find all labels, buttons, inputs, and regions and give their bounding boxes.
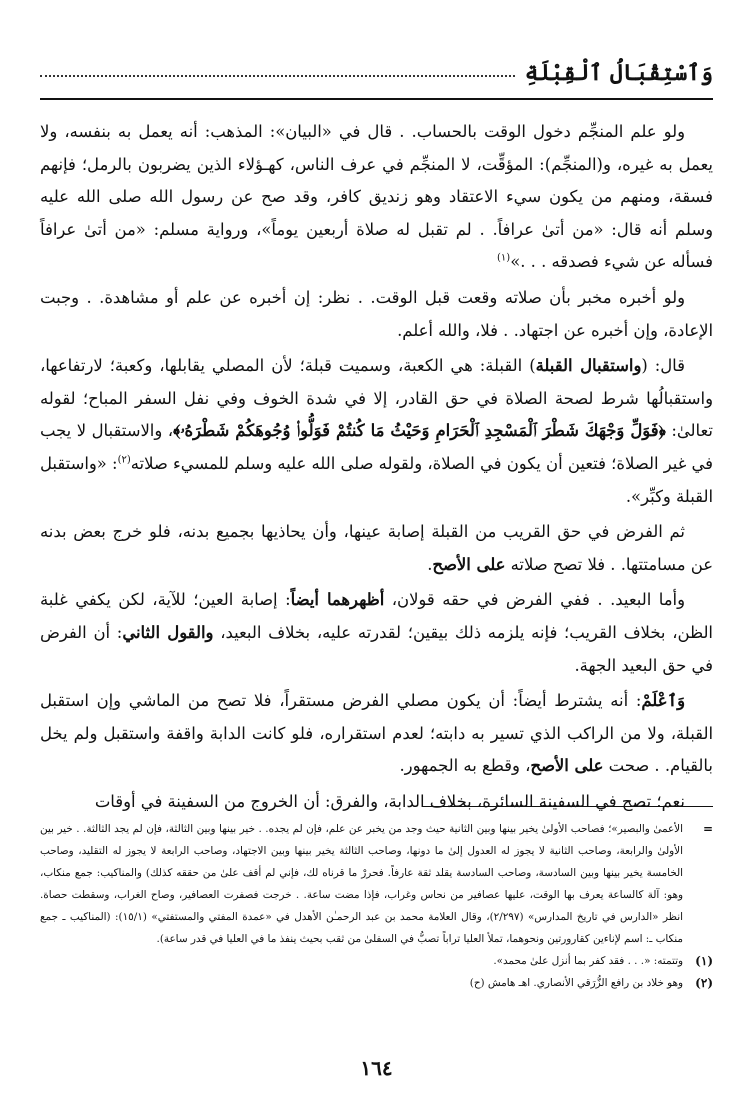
- term-waalam: وَٱعْلَمْ: [641, 691, 685, 711]
- running-head-dots: [40, 75, 515, 77]
- paragraph-stability: وَٱعْلَمْ: أنه يشترط أيضاً: أن يكون مصلي الفرض مستقراً، فلا تصح من الماشي وإن استقبل القبلة، ولا من الراكب الذي تسير به دابته؛ لعدم استقراره، فلو كانت الدابة واقفة واستقبل ولم يخل بالقيام. . صحت على الأصح، وقطع به الجمهور.: [40, 691, 713, 776]
- header-rule: [40, 98, 713, 100]
- footnote-continuation-mark: =: [702, 822, 713, 836]
- running-head: [40, 56, 713, 90]
- footnotes: [40, 818, 713, 1040]
- footnote-1: [40, 950, 713, 972]
- heading-qibla: واستقبال القبلة: [535, 356, 642, 376]
- paragraph-ship: نعم؛ تصح في السفينة السائرة، بخلاف الدابة، والفرق: أن الخروج من السفينة في أوقات: [94, 791, 685, 811]
- paragraph-qibla: قال: (واستقبال القبلة) القبلة: هي الكعبة، وسميت قبلة؛ لأن المصلي يقابلها، وكعبة؛ لارتفاعها، واستقبالُها شرط لصحة الصلاة في حق القادر، إلا في شدة الخوف وفي نفل السفر المباح؛ لقوله تعالىٰ: ﴿فَوَلِّ وَجْهَكَ شَطْرَ ٱلْمَسْجِدِ ٱلْحَرَامِ وَحَيْثُ مَا كُنتُمْ فَوَلُّوا۟ وُجُوهَكُمْ شَطْرَهُۥ﴾، والاستقبال لا يجب في غير الصلاة؛ فتعين أن يكون في الصلاة، ولقوله صلى الله عليه وسلم للمسيء صلاته$^{(٢)}$: «واستقبل القبلة وكبِّر».: [40, 356, 714, 506]
- footnote-continuation-text: الأعمىٰ والبصير»؛ فصاحب الأولىٰ يخير بينها وبين الثانية حيث وجد من يخبر عن علم، فإن لم يجده. . خير بينها وبين الثالثة، فإن لم يجد الثالثة. . خير بين الأولىٰ والرابعة، وصاحب الثانية لا يجوز له العدول إلىٰ ما دونها، وصاحب الثالثة يخير بينها وبين الاجتهاد، وصاحب الرابعة لا يجوز له التقليد، وصاحب الخامسة يخير بينها وبين السادسة، وصاحب السادسة يقلد ثقة عارفاً. فحررْ ما قرناه لك، فإني لم أقف علىٰ من حققه كذلك) والمناكيب: جمع منكاب، وهو: آلة كالساعة يعرف بها الوقت، عليها عصافير من نحاس وغراب، فإذا مضت ساعة. . خرجت فصفرت العصافير، وصاح الغراب، وسقطت حصاة. انظر «الدارس في تاريخ المدارس» (٢/٢٩٧)، وقال العلامة محمد بن عبد الرحمـٰن الأهدل في «عمدة المفتي والمستفتي» (١٥/١): (المناكيب ـ جمع منكاب ـ: اسم لإناءين كقارورتين ونحوهما، تملأ العليا تراباً تصبُّ في السفلىٰ من ثقب بحيث ينفذ ما في العليا في قدر ساعة).: [40, 823, 683, 945]
- main-text: [40, 116, 714, 811]
- paragraph-far: وأما البعيد. . ففي الفرض في حقه قولان، أظهرهما أيضاً: إصابة العين؛ للآية، لكن يكفي غلبة الظن، بخلاف القريب؛ فإنه يلزمه ذلك بيقين؛ لقدرته عليه، بخلاف البعيد، والقول الثاني: أن الفرض في حق البعيد الجهة.: [40, 590, 713, 675]
- quran-verse: ﴿فَوَلِّ وَجْهَكَ شَطْرَ ٱلْمَسْجِدِ ٱلْحَرَامِ وَحَيْثُ مَا كُنتُمْ فَوَلُّوا۟ وُجُوهَكُمْ شَطْرَهُۥ﴾: [173, 421, 666, 441]
- footnote-1-number: (١): [695, 954, 713, 968]
- term-asahh-2: على الأصح: [530, 756, 604, 776]
- footnote-2-number: (٢): [695, 976, 713, 990]
- paragraph-near: ثم الفرض في حق القريب من القبلة إصابة عينها، وأن يحاذيها بجميع بدنه، فلو خرج بعض بدنه عن مسامتتها. . فلا تصح صلاته على الأصح.: [40, 522, 713, 574]
- footnote-1-text: وتتمته: «. . . فقد كفر بما أنزل علىٰ محمد».: [493, 955, 683, 967]
- term-asahh: على الأصح: [432, 554, 506, 574]
- paragraph-astrologer: ولو علم المنجِّم دخول الوقت بالحساب. . قال في «البيان»: المذهب: أنه يعمل به بنفسه، ولا يعمل به غيره، و(المنجِّم): المؤقِّت، لا المنجِّم في عرف الناس، كهـؤلاء الذين يضربون بالرمل؛ فإنهم فسقة، ومنهم من يكون سيء الاعتقاد وهو زنديق كافر، وقد صح عن رسول الله صلى الله عليه وسلم أنه قال: «من أتىٰ عرافاً. . لم تقبل له صلاة أربعين يوماً»، ورواية مسلم: «من أتىٰ عرافاً فسأله عن شيء فصدقه . . .»$^{(١)}$: [40, 122, 713, 272]
- footnote-continuation: [40, 818, 713, 950]
- running-head-title: وَٱسْتِقْبَالُ ٱلْقِبْلَةِ: [524, 60, 713, 86]
- footnote-ref-1: (١): [497, 252, 511, 264]
- footnote-2-text: وهو خلاد بن رافع الزُّرَقي الأنصاري. اهـ هامش (ح): [469, 977, 683, 989]
- footnote-ref-2: (٢): [117, 454, 131, 466]
- footnote-2: [40, 972, 713, 994]
- footnote-rule: [423, 806, 713, 807]
- page-number: ١٦٤: [360, 1056, 393, 1080]
- term-second-opinion: والقول الثاني: [122, 622, 214, 642]
- term-azharuhuma: أظهرهما أيضاً: [290, 590, 385, 610]
- paragraph-informer: ولو أخبره مخبر بأن صلاته وقعت قبل الوقت. . نظر: إن أخبره عن علم أو مشاهدة. . وجبت الإعادة، وإن أخبره عن اجتهاد. . فلا، والله أعلم.: [40, 287, 713, 340]
